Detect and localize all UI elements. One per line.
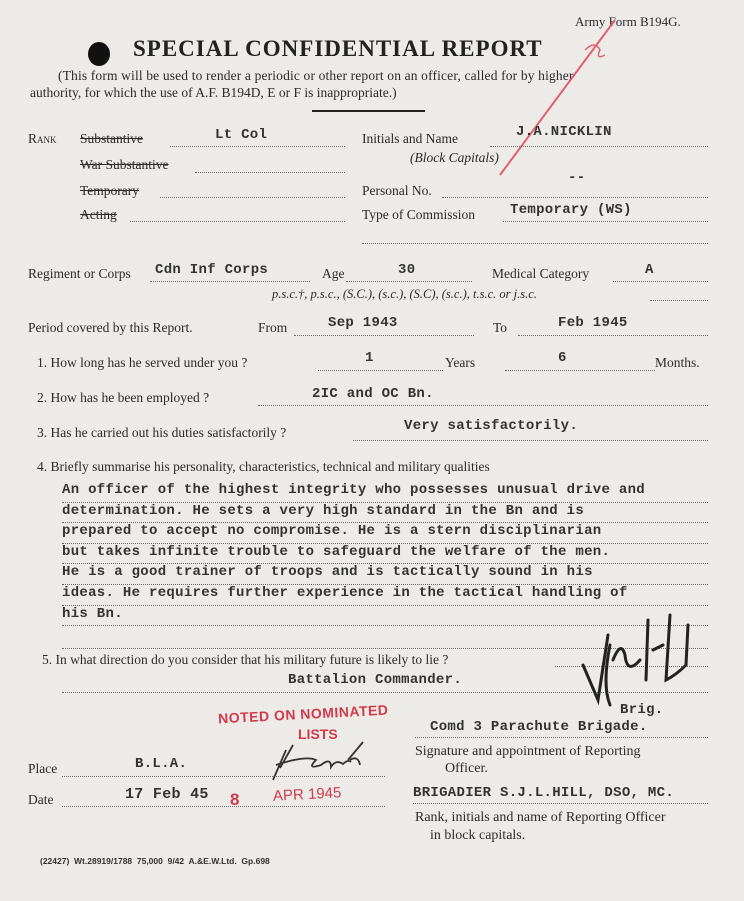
q5-label: 5. In what direction do you consider that his military future is likely to lie ? <box>42 652 449 667</box>
q1-years-label: Years <box>445 355 476 370</box>
q4-answer-line: prepared to accept no compromise. He is a stern disciplinarian <box>62 523 708 544</box>
name-value: J.A.NICKLIN <box>516 124 612 140</box>
rank-value: Lt Col <box>215 127 268 143</box>
age-label: Age <box>322 266 345 281</box>
rank-temporary-label: Temporary <box>80 183 140 198</box>
stamp-line-1: NOTED ON NOMINATED <box>217 701 389 727</box>
name-label-2: in block capitals. <box>430 828 526 843</box>
period-to-label: To <box>493 320 508 335</box>
q3-answer: Very satisfactorily. <box>404 418 579 434</box>
q4-answer-line: determination. He sets a very high standard in the Bn and is <box>62 503 708 524</box>
q2-label: 2. How has he been employed ? <box>37 390 210 405</box>
title-rule <box>312 110 425 112</box>
stamp-initials-signature <box>268 740 368 785</box>
signature-label-1: Signature and appointment of Reporting <box>415 744 641 759</box>
signature-label-2: Officer. <box>445 761 488 776</box>
intro-line-2: authority, for which the use of A.F. B194D, E or F is inappropriate.) <box>30 85 397 100</box>
q4-answer-line: An officer of the highest integrity who possesses unusual drive and <box>62 482 708 503</box>
commission-label: Type of Commission <box>362 207 476 222</box>
medical-value: A <box>645 262 654 278</box>
form-number: Army Form B194G. <box>575 14 681 29</box>
red-pencil-mark <box>480 10 630 180</box>
place-label: Place <box>28 761 58 776</box>
reporting-officer-signature <box>578 605 708 710</box>
page-title: SPECIAL CONFIDENTIAL REPORT <box>133 36 543 61</box>
q5-answer: Battalion Commander. <box>288 672 463 688</box>
regiment-label: Regiment or Corps <box>28 266 131 281</box>
q4-answer-line: his Bn. <box>62 606 708 627</box>
medical-label: Medical Category <box>492 266 590 281</box>
q3-label: 3. Has he carried out his duties satisfactorily ? <box>37 425 287 440</box>
q4-answer-line: but takes infinite trouble to safeguard the welfare of the men. <box>62 544 708 565</box>
period-from-label: From <box>258 320 288 335</box>
date-label: Date <box>28 792 54 807</box>
block-capitals-note: (Block Capitals) <box>410 150 499 165</box>
name-label: Initials and Name <box>362 131 458 146</box>
reporting-officer-name: BRIGADIER S.J.L.HILL, DSO, MC. <box>413 785 675 801</box>
place-value: B.L.A. <box>135 756 188 772</box>
q4-answer-line: He is a good trainer of troops and is tactically sound in his <box>62 564 708 585</box>
q1-months-value: 6 <box>558 350 567 366</box>
q4-label: 4. Briefly summarise his personality, characteristics, technical and military qualities <box>37 459 490 474</box>
reporting-officer-appointment: Comd 3 Parachute Brigade. <box>430 719 648 735</box>
q4-answer-line: ideas. He requires further experience in the tactical handling of <box>62 585 708 606</box>
qualifications-line: p.s.c.†, p.s.c., (S.C.), (s.c.), (S.C), (s.c.), t.s.c. or j.s.c. <box>272 287 537 301</box>
period-to-value: Feb 1945 <box>558 315 628 331</box>
stamp-date-day: 8 <box>230 790 240 809</box>
q1-label: 1. How long has he served under you ? <box>37 355 248 370</box>
ink-blot <box>88 42 110 66</box>
age-value: 30 <box>398 262 416 278</box>
period-label: Period covered by this Report. <box>28 320 193 335</box>
q2-answer: 2IC and OC Bn. <box>312 386 434 402</box>
rank-war-substantive-label: War Substantive <box>80 157 169 172</box>
date-value: 17 Feb 45 <box>125 786 209 803</box>
reporting-officer-rank: Brig. <box>620 702 664 718</box>
q1-months-label: Months. <box>655 355 700 370</box>
period-from-value: Sep 1943 <box>328 315 398 331</box>
stamp-date: APR 1945 <box>272 784 342 805</box>
commission-value: Temporary (WS) <box>510 202 632 218</box>
stamp-line-2: LISTS <box>298 726 338 742</box>
rank-label: Rank <box>28 131 57 146</box>
regiment-value: Cdn Inf Corps <box>155 262 269 278</box>
q1-years-value: 1 <box>365 350 374 366</box>
personal-no-label: Personal No. <box>362 183 432 198</box>
name-label-1: Rank, initials and name of Reporting Officer <box>415 810 666 825</box>
rank-substantive-label: Substantive <box>80 131 143 146</box>
intro-line-1: (This form will be used to render a periodic or other report on an officer, called for by higher <box>58 68 574 83</box>
rank-acting-label: Acting <box>80 207 117 222</box>
personal-no-value: -- <box>568 170 586 186</box>
print-code: (22427) Wt.28919/1788 75,000 9/42 A.&E.W.Ltd. Gp.698 <box>40 856 270 866</box>
